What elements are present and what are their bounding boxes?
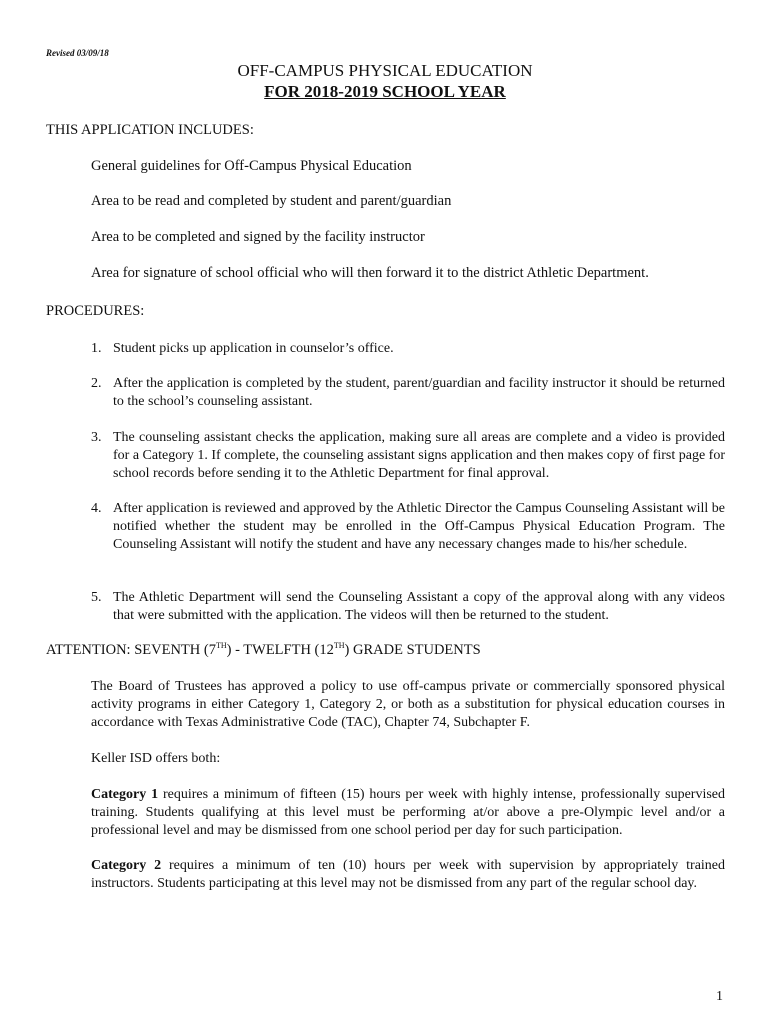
step-number: 2. (91, 376, 102, 391)
step-number: 5. (91, 590, 102, 605)
step-number: 4. (91, 501, 102, 516)
category-1-paragraph: Category 1 requires a minimum of fifteen (15) hours per week with highly intense, professionally supervised training. Students qualifying at this level must be performing at/or above a pre-Olympic level and/or a professional level and may be dismissed from one school period per day for such participation. (91, 787, 726, 838)
document-subtitle: FOR 2018-2019 SCHOOL YEAR (264, 82, 506, 101)
step-number: 1. (91, 341, 102, 356)
step-text: After application is reviewed and approved by the Athletic Director the Campus Counseling Assistant will be notified whether the student may be enrolled in the Off-Campus Physical Education Program. The Counseling Assistant will notify the student and have any necessary changes made to his/her schedule. (113, 501, 725, 552)
includes-item: Area to be completed and signed by the facility instructor (91, 229, 425, 245)
step-number: 3. (91, 430, 102, 445)
step-text: The Athletic Department will send the Counseling Assistant a copy of the approval along with any videos that were submitted with the application. The videos will then be returned to the student. (113, 590, 725, 623)
step-text: The counseling assistant checks the application, making sure all areas are complete and a video is provided for a Category 1. If complete, the counseling assistant signs application and then makes copy of first page for school records before sending it to the Athletic Department for final approval. (113, 430, 725, 481)
category-1-label: Category 1 (91, 787, 159, 802)
board-policy-paragraph: The Board of Trustees has approved a policy to use off-campus private or commercially sponsored physical activity programs in either Category 1, Category 2, or both as a substitution for physical education courses in accordance with Texas Administrative Code (TAC), Chapter 74, Subchapter F. (91, 679, 725, 730)
includes-item: General guidelines for Off-Campus Physical Education (91, 158, 412, 174)
document-title: OFF-CAMPUS PHYSICAL EDUCATION (237, 61, 533, 80)
revised-date: Revised 03/09/18 (46, 48, 109, 58)
includes-item: Area to be read and completed by student and parent/guardian (91, 193, 452, 209)
category-2-paragraph: Category 2 requires a minimum of ten (10) hours per week with supervision by appropriately trained instructors. Students participating at this level may not be dismissed from any part of the regular school day. (91, 858, 726, 891)
procedures-heading: PROCEDURES: (46, 303, 145, 319)
step-text: Student picks up application in counselor’s office. (113, 341, 394, 356)
category-2-label: Category 2 (91, 858, 162, 873)
offers-line: Keller ISD offers both: (91, 751, 221, 766)
page-number: 1 (716, 989, 723, 1004)
includes-item: Area for signature of school official who will then forward it to the district Athletic Department. (91, 265, 649, 281)
step-text: After the application is completed by the student, parent/guardian and facility instructor it should be returned to the school’s counseling assistant. (113, 376, 725, 409)
attention-heading: ATTENTION: SEVENTH (7TH) - TWELFTH (12TH) GRADE STUDENTS (46, 641, 481, 658)
includes-heading: THIS APPLICATION INCLUDES: (46, 122, 254, 138)
